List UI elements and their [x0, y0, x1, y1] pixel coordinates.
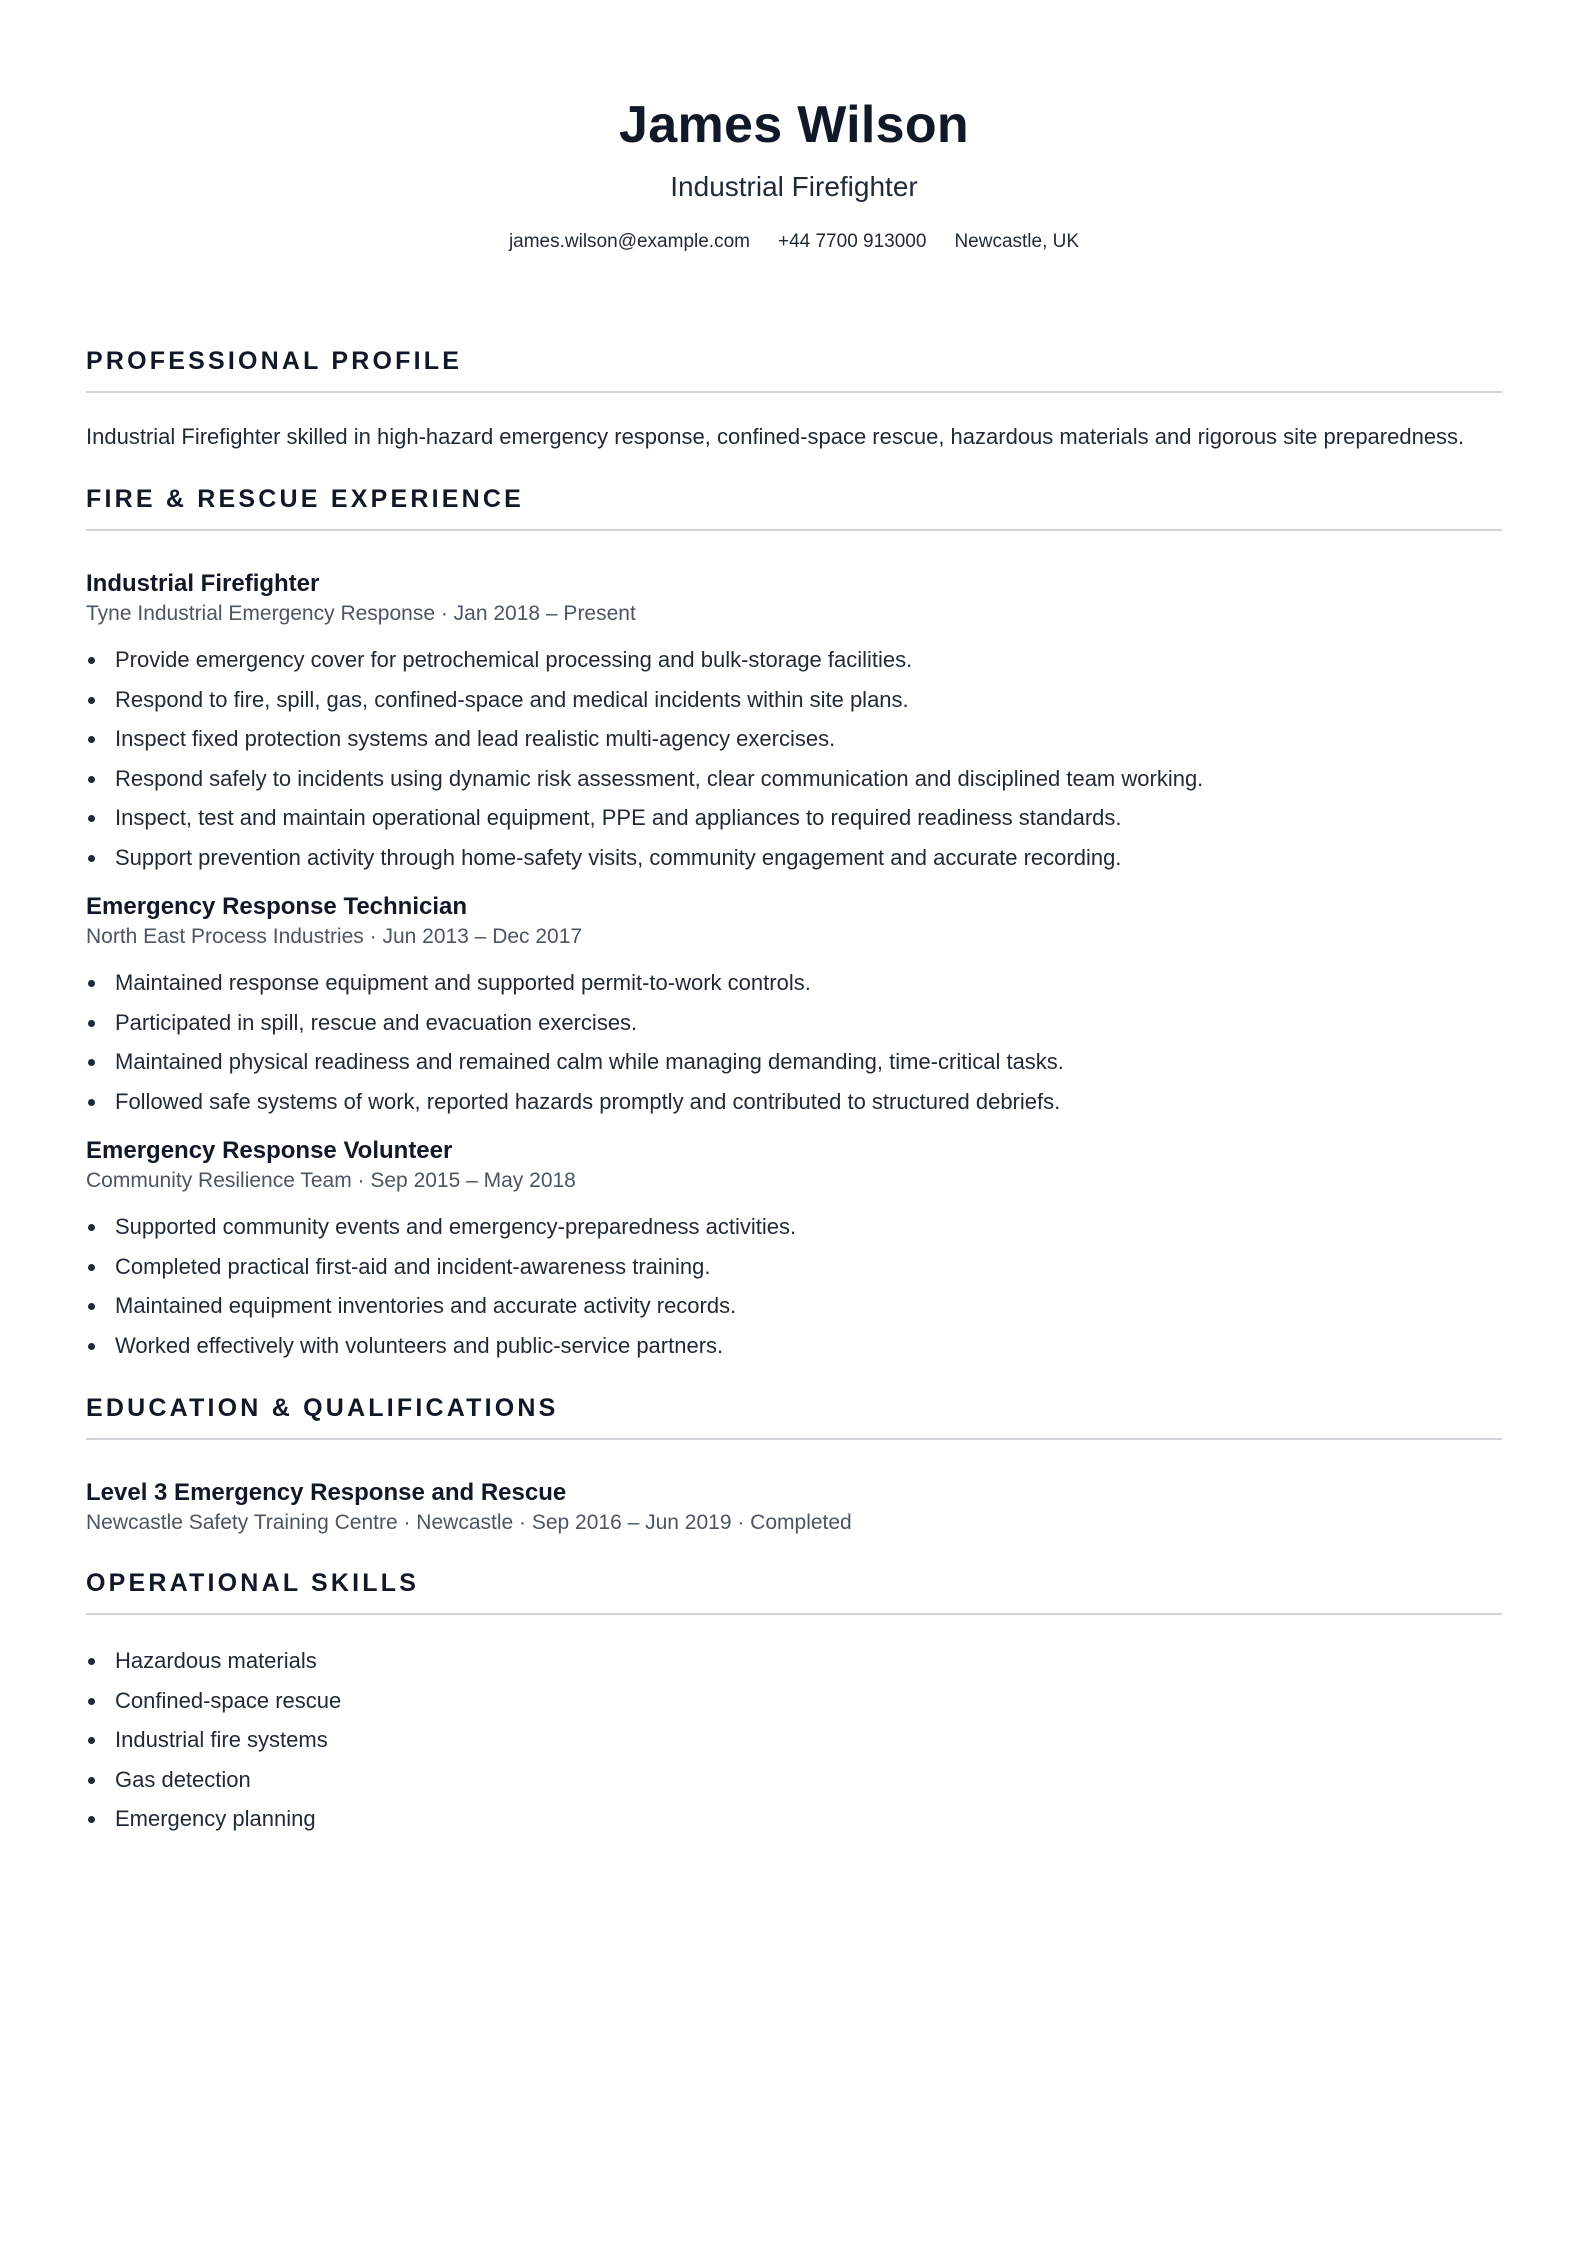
profile-summary: Industrial Firefighter skilled in high-hazard emergency response, confined-space rescue, hazardous materials and rigorous site preparedness.: [86, 424, 1465, 449]
candidate-name: James Wilson: [619, 96, 969, 154]
section-divider: [86, 391, 1502, 393]
list-item: Industrial fire systems: [115, 1720, 1502, 1760]
list-item: Followed safe systems of work, reported hazards promptly and contributed to structured debriefs.: [115, 1082, 1502, 1122]
education-section: [86, 1393, 1502, 1537]
contact-location: Newcastle, UK: [954, 231, 1080, 252]
resume-header: [86, 0, 1502, 254]
job-title: Industrial Firefighter: [86, 570, 320, 597]
education-meta: Newcastle Safety Training Centre · Newcastle · Sep 2016 – Jun 2019 · Completed: [86, 1511, 852, 1534]
contact-email: james.wilson@example.com: [508, 231, 750, 252]
list-item: Confined-space rescue: [115, 1681, 1502, 1721]
job-meta: Community Resilience Team · Sep 2015 – May 2018: [86, 1169, 576, 1192]
list-item: Gas detection: [115, 1760, 1502, 1800]
list-item: Maintained physical readiness and remained calm while managing demanding, time-critical tasks.: [115, 1042, 1502, 1082]
job-bullets: [86, 1207, 1502, 1365]
job-entry: [86, 1136, 1502, 1365]
job-bullets: [86, 963, 1502, 1121]
experience-section: [86, 484, 1502, 1365]
list-item: Completed practical first-aid and incident-awareness training.: [115, 1247, 1502, 1287]
list-item: Worked effectively with volunteers and public-service partners.: [115, 1326, 1502, 1366]
candidate-headline: Industrial Firefighter: [670, 171, 918, 202]
list-item: Maintained response equipment and supported permit-to-work controls.: [115, 963, 1502, 1003]
job-bullets: [86, 640, 1502, 877]
profile-section: [86, 346, 1502, 453]
job-entry: [86, 569, 1502, 877]
section-divider: [86, 529, 1502, 531]
education-title: Level 3 Emergency Response and Rescue: [86, 1479, 567, 1506]
list-item: Inspect fixed protection systems and lead realistic multi-agency exercises.: [115, 719, 1502, 759]
list-item: Maintained equipment inventories and accurate activity records.: [115, 1286, 1502, 1326]
section-divider: [86, 1613, 1502, 1615]
contact-phone: +44 7700 913000: [777, 231, 927, 252]
skills-list: [86, 1641, 1502, 1839]
section-title: EDUCATION & QUALIFICATIONS: [86, 1394, 559, 1422]
list-item: Provide emergency cover for petrochemical processing and bulk-storage facilities.: [115, 640, 1502, 680]
job-meta: North East Process Industries · Jun 2013 – Dec 2017: [86, 925, 583, 948]
list-item: Respond safely to incidents using dynamic risk assessment, clear communication and disciplined team working.: [115, 759, 1502, 799]
list-item: Hazardous materials: [115, 1641, 1502, 1681]
list-item: Inspect, test and maintain operational equipment, PPE and appliances to required readiness standards.: [115, 798, 1502, 838]
section-title: PROFESSIONAL PROFILE: [86, 347, 463, 375]
list-item: Support prevention activity through home-safety visits, community engagement and accurate recording.: [115, 838, 1502, 878]
section-divider: [86, 1438, 1502, 1440]
job-entry: [86, 892, 1502, 1121]
job-title: Emergency Response Technician: [86, 893, 468, 920]
job-title: Emergency Response Volunteer: [86, 1137, 453, 1164]
skills-section: [86, 1568, 1502, 1839]
education-entry: [86, 1478, 1502, 1537]
section-title: FIRE & RESCUE EXPERIENCE: [86, 485, 524, 513]
list-item: Emergency planning: [115, 1799, 1502, 1839]
section-title: OPERATIONAL SKILLS: [86, 1569, 420, 1597]
contact-line: [86, 230, 1502, 254]
list-item: Supported community events and emergency-preparedness activities.: [115, 1207, 1502, 1247]
job-meta: Tyne Industrial Emergency Response · Jan 2018 – Present: [86, 602, 636, 625]
list-item: Participated in spill, rescue and evacuation exercises.: [115, 1003, 1502, 1043]
list-item: Respond to fire, spill, gas, confined-space and medical incidents within site plans.: [115, 680, 1502, 720]
